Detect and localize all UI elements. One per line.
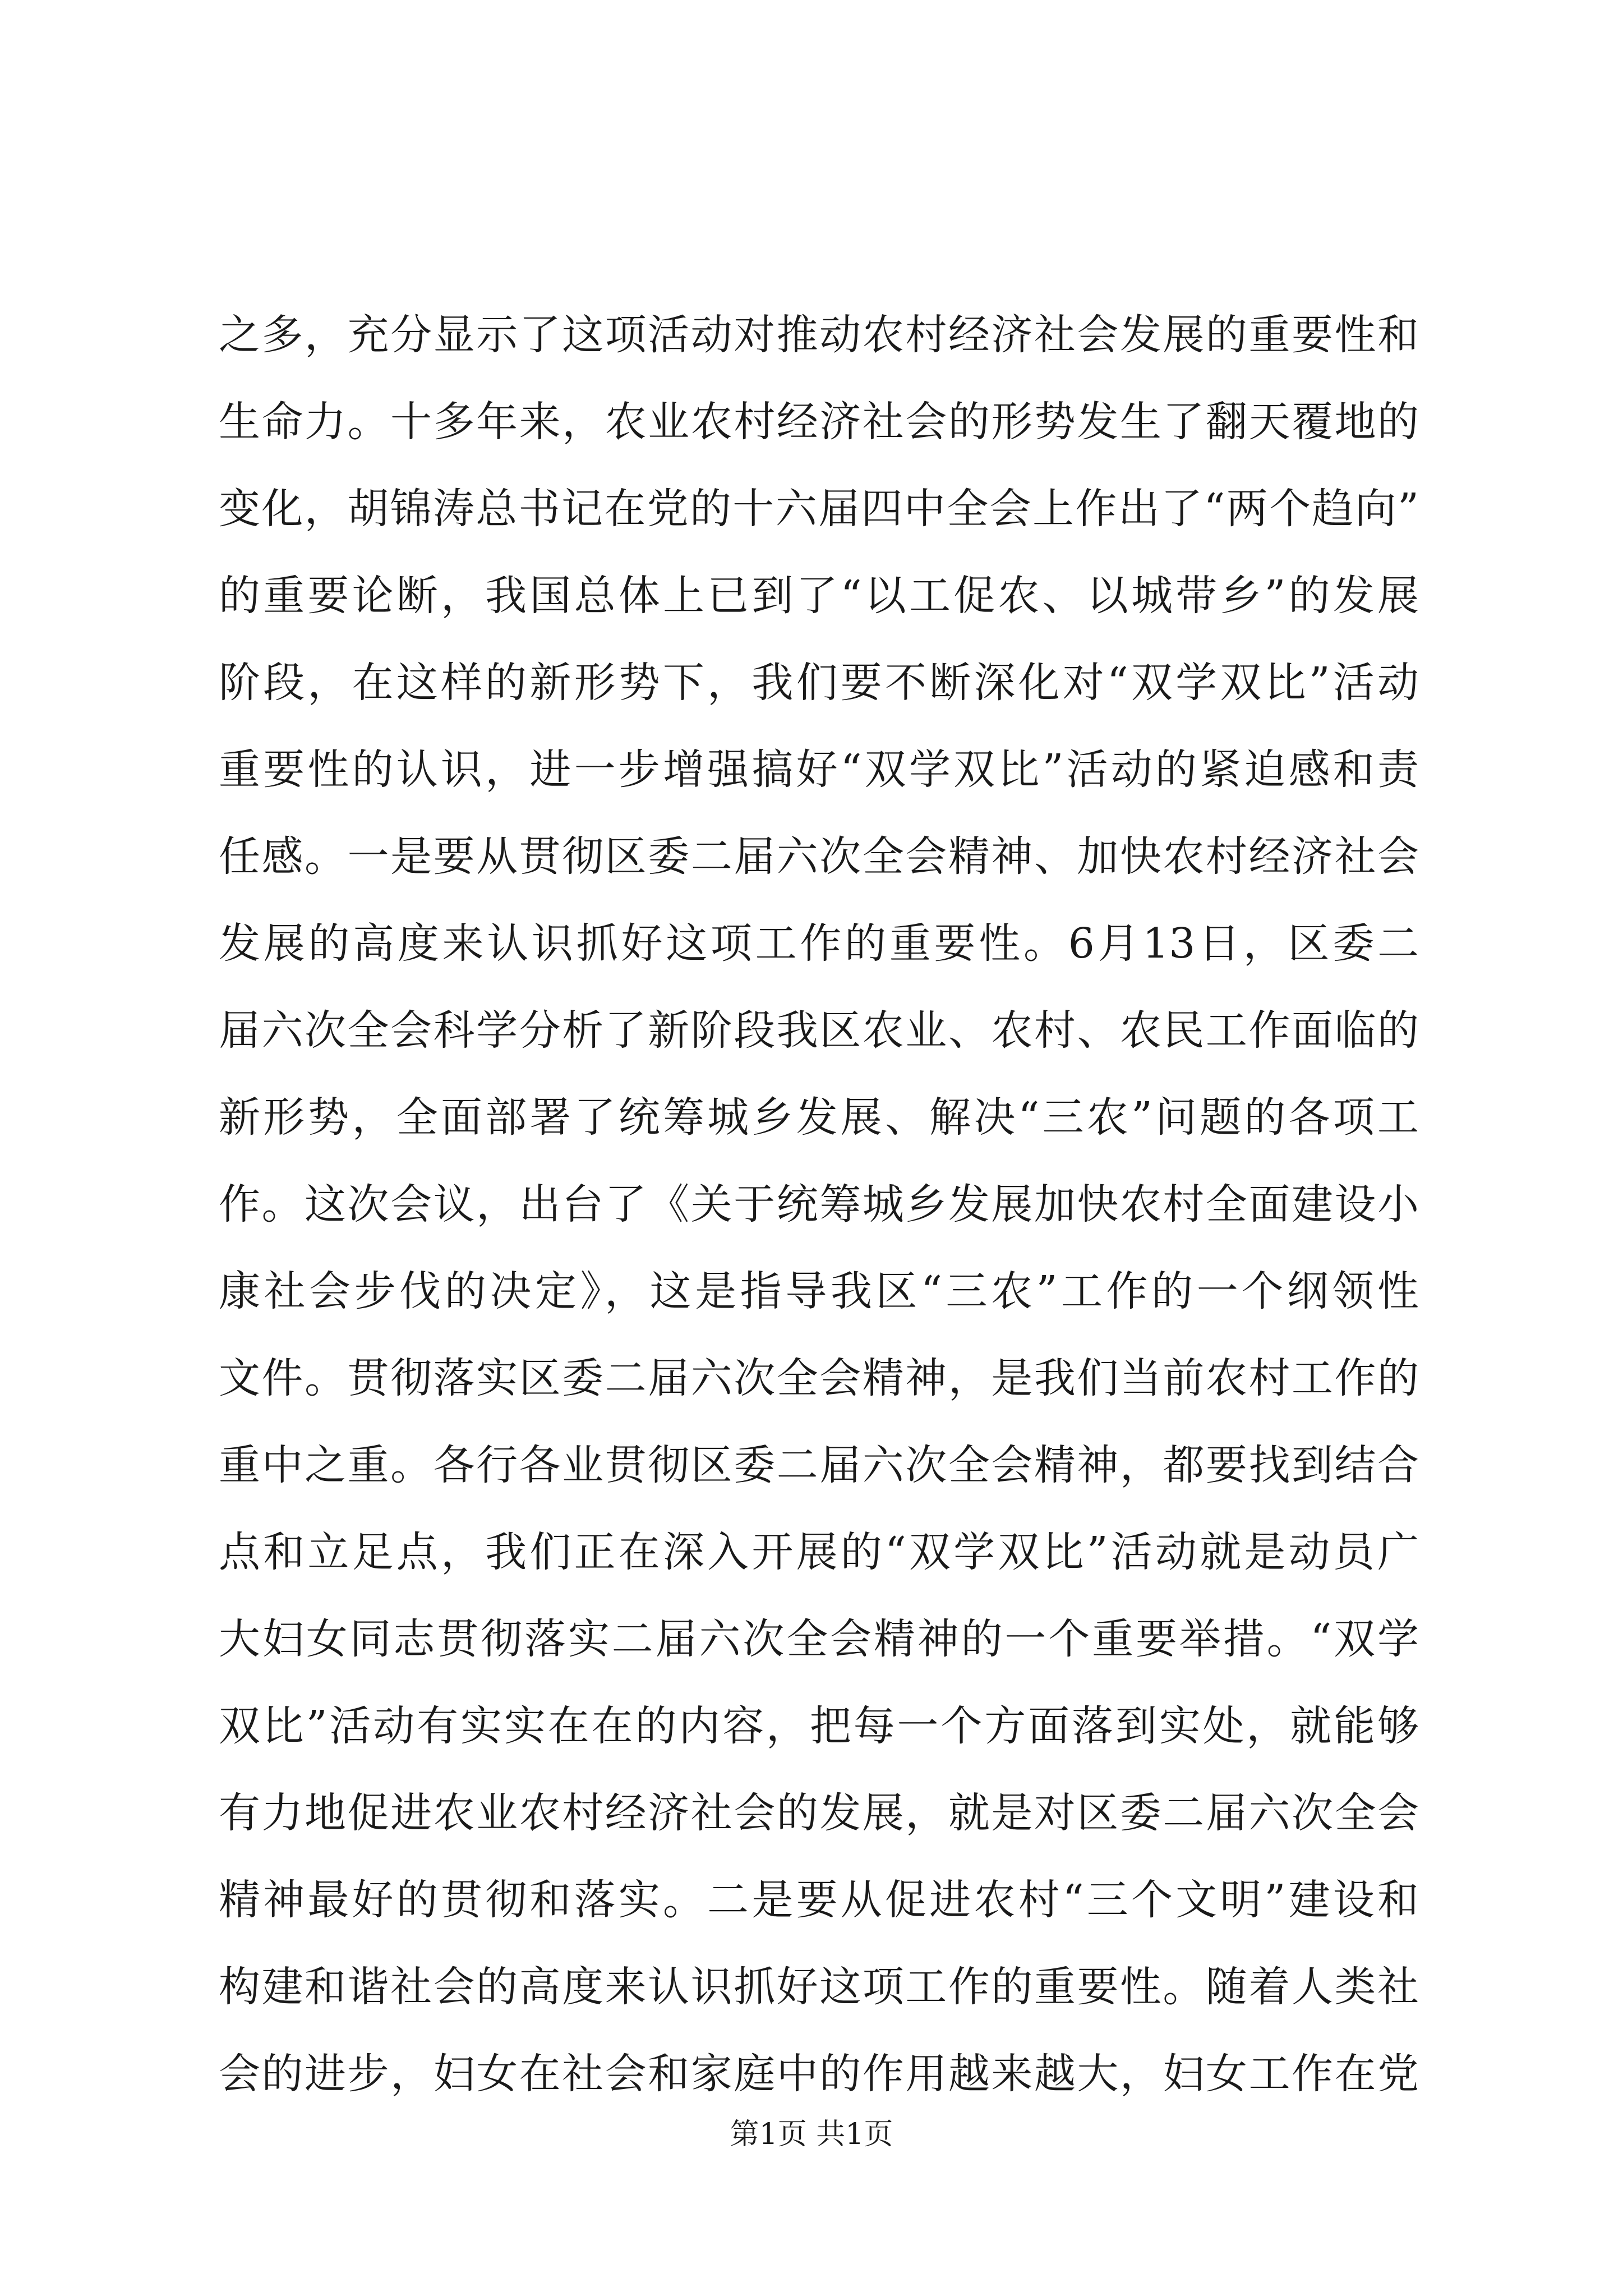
text-line: 任感。一是要从贯彻区委二届六次全会精神、加快农村经济社会 bbox=[219, 832, 1419, 881]
page-footer: 第1页 共1页 bbox=[730, 2118, 893, 2151]
text-line: 重要性的认识，进一步增强搞好“双学双比”活动的紧迫感和责 bbox=[219, 746, 1419, 794]
text-line: 变化，胡锦涛总书记在党的十六届四中全会上作出了“两个趋向” bbox=[219, 485, 1419, 533]
text-line: 康社会步伐的决定》，这是指导我区“三农”工作的一个纲领性 bbox=[219, 1267, 1419, 1315]
text-line: 之多，充分显示了这项活动对推动农村经济社会发展的重要性和 bbox=[219, 311, 1419, 359]
text-line: 有力地促进农业农村经济社会的发展，就是对区委二届六次全会 bbox=[219, 1789, 1419, 1837]
text-line: 届六次全会科学分析了新阶段我区农业、农村、农民工作面临的 bbox=[219, 1006, 1419, 1055]
text-line: 文件。贯彻落实区委二届六次全会精神，是我们当前农村工作的 bbox=[219, 1354, 1419, 1402]
text-line: 点和立足点，我们正在深入开展的“双学双比”活动就是动员广 bbox=[219, 1528, 1419, 1576]
text-line: 发展的高度来认识抓好这项工作的重要性。6月13日，区委二 bbox=[219, 919, 1419, 968]
text-line: 精神最好的贯彻和落实。二是要从促进农村“三个文明”建设和 bbox=[219, 1876, 1419, 1924]
text-line: 双比”活动有实实在在的内容，把每一个方面落到实处，就能够 bbox=[219, 1702, 1419, 1750]
text-line: 构建和谐社会的高度来认识抓好这项工作的重要性。随着人类社 bbox=[219, 1963, 1419, 2011]
text-line: 重中之重。各行各业贯彻区委二届六次全会精神，都要找到结合 bbox=[219, 1441, 1419, 1489]
text-line: 阶段，在这样的新形势下，我们要不断深化对“双学双比”活动 bbox=[219, 659, 1419, 707]
body-paragraph bbox=[219, 292, 1419, 2118]
text-line: 大妇女同志贯彻落实二届六次全会精神的一个重要举措。“双学 bbox=[219, 1615, 1419, 1663]
text-line: 作。这次会议，出台了《关于统筹城乡发展加快农村全面建设小 bbox=[219, 1180, 1419, 1228]
text-line: 新形势，全面部署了统筹城乡发展、解决“三农”问题的各项工 bbox=[219, 1093, 1419, 1142]
text-line: 的重要论断，我国总体上已到了“以工促农、以城带乡”的发展 bbox=[219, 572, 1419, 620]
text-line: 生命力。十多年来，农业农村经济社会的形势发生了翻天覆地的 bbox=[219, 398, 1419, 446]
text-line: 会的进步，妇女在社会和家庭中的作用越来越大，妇女工作在党 bbox=[219, 2050, 1419, 2098]
